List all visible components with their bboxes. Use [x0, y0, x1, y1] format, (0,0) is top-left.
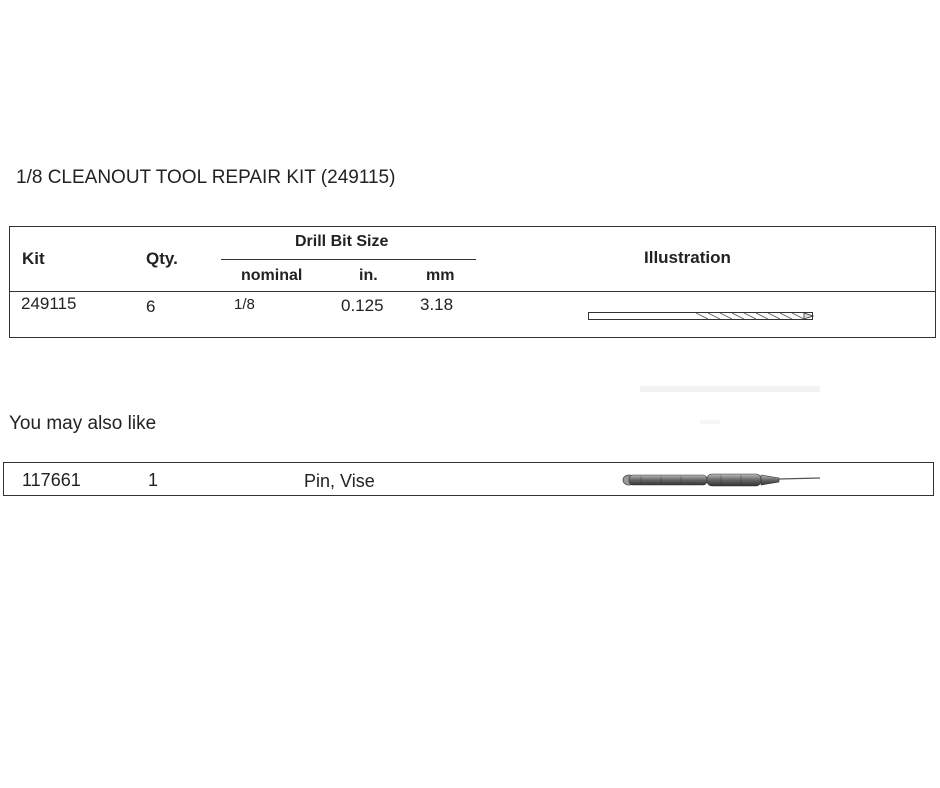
- header-illustration: Illustration: [644, 248, 731, 267]
- pin-vise-icon: [621, 469, 821, 491]
- also-row-description: Pin, Vise: [304, 471, 375, 491]
- drill-bit-icon: [588, 312, 814, 320]
- header-nominal: nominal: [241, 267, 303, 284]
- header-kit: Kit: [22, 249, 45, 268]
- header-in: in.: [359, 267, 378, 284]
- also-like-heading: You may also like: [9, 413, 157, 434]
- header-group-divider: [221, 259, 476, 260]
- row-in: 0.125: [341, 296, 384, 315]
- header-qty: Qty.: [146, 249, 178, 268]
- row-nominal: 1/8: [234, 296, 255, 313]
- kit-table: [9, 226, 936, 338]
- header-divider: [10, 291, 935, 292]
- row-kit: 249115: [21, 294, 77, 313]
- also-row-qty: 1: [148, 470, 159, 490]
- also-row-part: 117661: [22, 470, 81, 490]
- row-qty: 6: [146, 297, 156, 316]
- header-drill-bit-size: Drill Bit Size: [295, 233, 389, 250]
- page-title: 1/8 CLEANOUT TOOL REPAIR KIT (249115): [16, 167, 396, 188]
- header-mm: mm: [426, 267, 455, 284]
- also-like-table: [3, 462, 934, 496]
- faint-pin-vise-shadow: [640, 384, 830, 434]
- row-mm: 3.18: [420, 295, 454, 314]
